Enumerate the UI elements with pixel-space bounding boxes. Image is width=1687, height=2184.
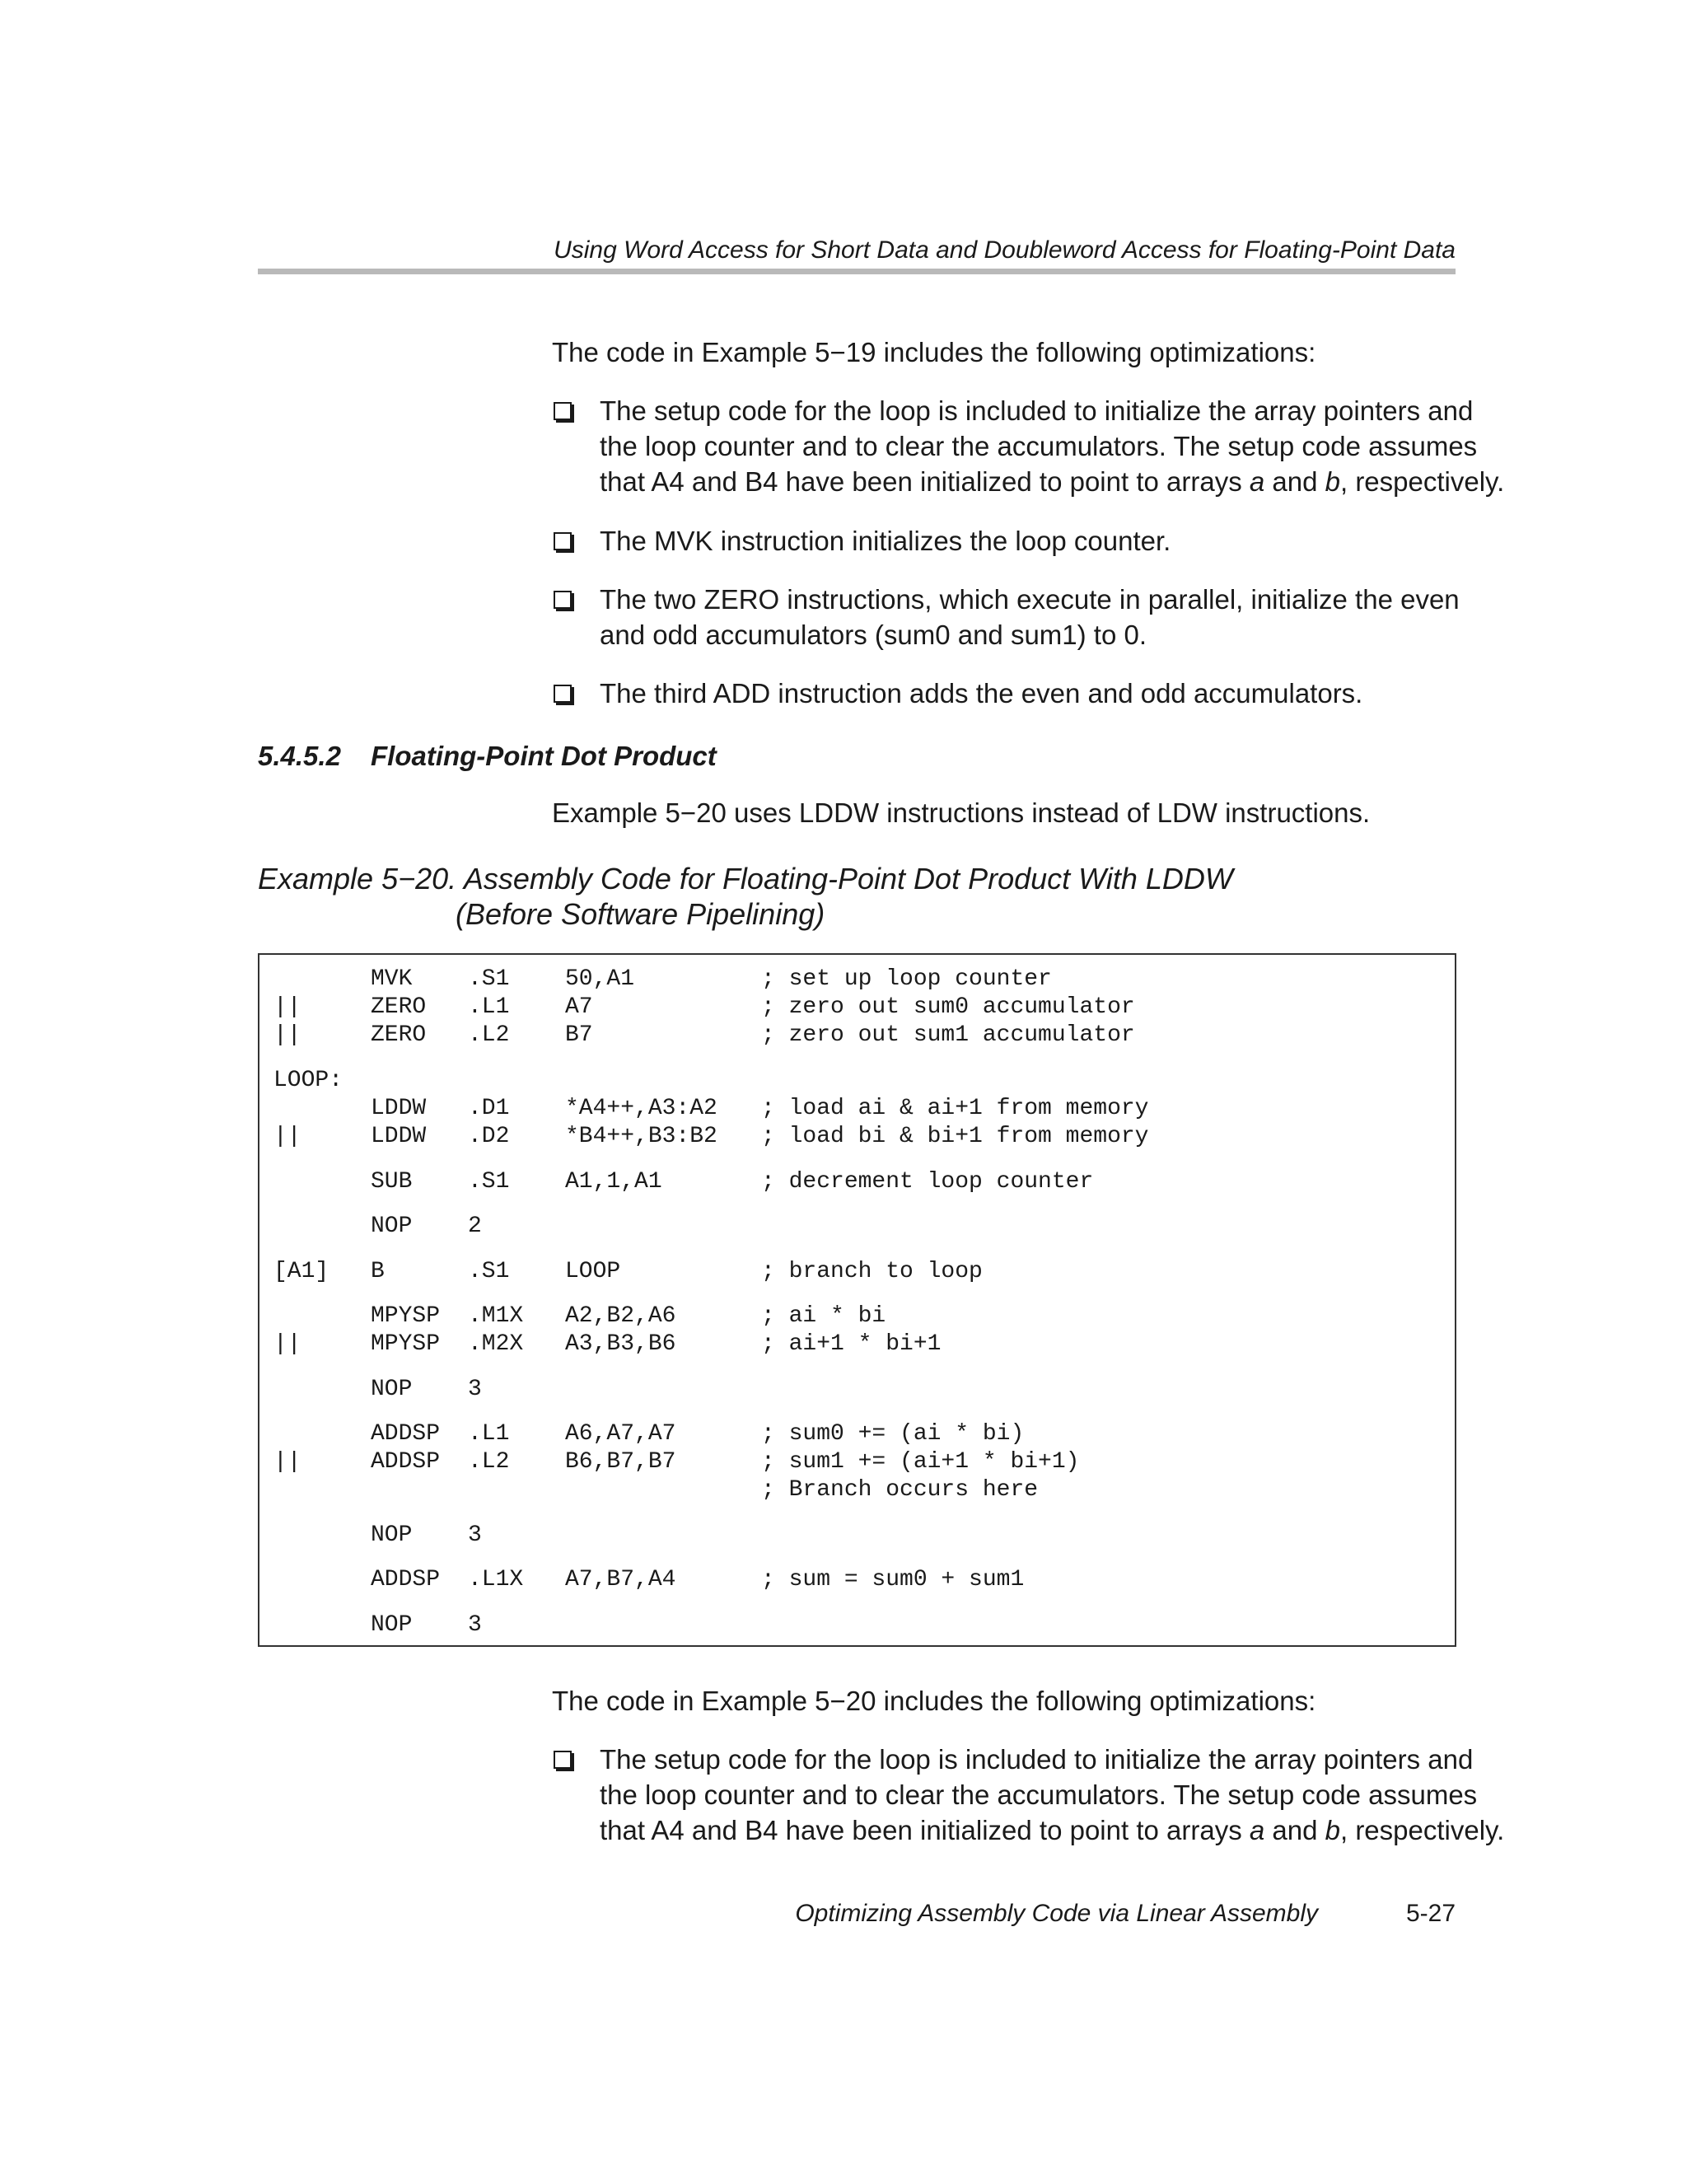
code-op: LDDW <box>371 1096 427 1121</box>
code-comment: ; zero out sum1 accumulator <box>761 1022 1135 1048</box>
header-rule <box>258 269 1456 274</box>
code-listing-box <box>258 953 1456 1647</box>
bullet-checkbox-icon <box>554 1751 572 1769</box>
bullet-checkbox-icon <box>554 591 572 609</box>
footer-title: Optimizing Assembly Code via Linear Assembly <box>795 1900 1318 1927</box>
code-label: LOOP: <box>273 1068 343 1093</box>
code-label: || <box>273 994 301 1020</box>
example-title-line-1: Example 5−20. Assembly Code for Floating-Point Dot Product With LDDW <box>258 862 1233 896</box>
italic-var-b: b <box>1325 466 1340 497</box>
code-unit: .L1X <box>468 1567 524 1592</box>
code-comment: ; sum = sum0 + sum1 <box>761 1567 1025 1592</box>
bullet-line: the loop counter and to clear the accumulators. The setup code assumes <box>600 431 1478 461</box>
code-op: ADDSP <box>371 1421 441 1447</box>
code-unit: .S1 <box>468 1169 510 1195</box>
code-unit: .M1X <box>468 1303 524 1329</box>
code-unit: .S1 <box>468 1259 510 1284</box>
code-unit: .L2 <box>468 1449 510 1475</box>
text-run: that A4 and B4 have been initialized to point to arrays <box>600 466 1250 497</box>
code-op: ADDSP <box>371 1449 441 1475</box>
section-heading <box>258 740 717 773</box>
code-op: SUB <box>371 1169 413 1195</box>
code-args: A7 <box>565 994 593 1020</box>
code-unit: .L1 <box>468 994 510 1020</box>
italic-var-a: a <box>1249 466 1265 497</box>
code-args: A7,B7,A4 <box>565 1567 676 1592</box>
code-op: MVK <box>371 966 413 992</box>
running-header: Using Word Access for Short Data and Doubleword Access for Floating-Point Data <box>554 236 1456 264</box>
code-comment: ; branch to loop <box>761 1259 983 1284</box>
bullet-line: The setup code for the loop is included to initialize the array pointers and <box>600 395 1474 426</box>
code-unit: .D1 <box>468 1096 510 1121</box>
bullet-line: The MVK instruction initializes the loop counter. <box>600 526 1171 556</box>
code-op: NOP <box>371 1612 413 1638</box>
bullet-line: and odd accumulators (sum0 and sum1) to 0. <box>600 620 1147 650</box>
bullet-item <box>600 1742 1505 1848</box>
code-op: LDDW <box>371 1124 427 1149</box>
example-title-line-2: (Before Software Pipelining) <box>456 897 825 931</box>
code-args: B6,B7,B7 <box>565 1449 676 1475</box>
code-comment: ; set up loop counter <box>761 966 1052 992</box>
code-comment: ; load ai & ai+1 from memory <box>761 1096 1149 1121</box>
intro-paragraph-2: The code in Example 5−20 includes the following optimizations: <box>552 1686 1316 1716</box>
code-comment: ; Branch occurs here <box>761 1477 1039 1503</box>
bullet-line: the loop counter and to clear the accumulators. The setup code assumes <box>600 1779 1478 1810</box>
code-op: B <box>371 1259 385 1284</box>
code-comment: ; sum1 += (ai+1 * bi+1) <box>761 1449 1080 1475</box>
code-args: *A4++,A3:A2 <box>565 1096 717 1121</box>
text-run: and <box>1264 1815 1325 1845</box>
code-unit: .D2 <box>468 1124 510 1149</box>
code-args: 50,A1 <box>565 966 635 992</box>
code-comment: ; ai+1 * bi+1 <box>761 1331 942 1357</box>
code-comment: ; zero out sum0 accumulator <box>761 994 1135 1020</box>
text-run: , respectively. <box>1339 466 1505 497</box>
bullet-checkbox-icon <box>554 532 572 550</box>
bullet-item <box>600 523 1473 559</box>
section-paragraph: Example 5−20 uses LDDW instructions instead of LDW instructions. <box>552 797 1371 828</box>
code-unit: 3 <box>468 1522 482 1548</box>
section-number: 5.4.5.2 <box>258 741 341 771</box>
code-args: A3,B3,B6 <box>565 1331 676 1357</box>
code-label: || <box>273 1022 301 1048</box>
code-label: || <box>273 1449 301 1475</box>
code-comment: ; sum0 += (ai * bi) <box>761 1421 1025 1447</box>
code-args: LOOP <box>565 1259 621 1284</box>
bullet-line: The third ADD instruction adds the even and odd accumulators. <box>600 678 1363 709</box>
italic-var-b: b <box>1325 1815 1340 1845</box>
code-args: A6,A7,A7 <box>565 1421 676 1447</box>
code-label: || <box>273 1124 301 1149</box>
code-unit: .L1 <box>468 1421 510 1447</box>
bullet-line: The setup code for the loop is included to initialize the array pointers and <box>600 1744 1474 1775</box>
bullet-line-last <box>600 1812 1505 1848</box>
code-label: || <box>273 1331 301 1357</box>
code-op: ADDSP <box>371 1567 441 1592</box>
page-number: 5-27 <box>1405 1900 1456 1927</box>
section-title: Floating-Point Dot Product <box>371 741 717 771</box>
bullet-checkbox-icon <box>554 402 572 420</box>
bullet-line-last <box>600 464 1505 499</box>
code-label: [A1] <box>273 1259 329 1284</box>
code-comment: ; ai * bi <box>761 1303 886 1329</box>
code-unit: .L2 <box>468 1022 510 1048</box>
code-args: *B4++,B3:B2 <box>565 1124 717 1149</box>
code-args: A1,1,A1 <box>565 1169 662 1195</box>
bullet-item <box>600 393 1505 499</box>
code-op: MPYSP <box>371 1303 441 1329</box>
code-comment: ; decrement loop counter <box>761 1169 1094 1195</box>
code-op: MPYSP <box>371 1331 441 1357</box>
code-args: A2,B2,A6 <box>565 1303 676 1329</box>
code-unit: 2 <box>468 1214 482 1239</box>
code-op: ZERO <box>371 1022 427 1048</box>
code-op: NOP <box>371 1522 413 1548</box>
intro-paragraph-1: The code in Example 5−19 includes the following optimizations: <box>552 337 1316 367</box>
code-unit: .S1 <box>468 966 510 992</box>
text-run: , respectively. <box>1339 1815 1505 1845</box>
code-comment: ; load bi & bi+1 from memory <box>761 1124 1149 1149</box>
code-args: B7 <box>565 1022 593 1048</box>
bullet-line: The two ZERO instructions, which execute in parallel, initialize the even <box>600 584 1460 615</box>
bullet-item <box>600 676 1473 711</box>
code-op: ZERO <box>371 994 427 1020</box>
code-op: NOP <box>371 1214 413 1239</box>
italic-var-a: a <box>1249 1815 1265 1845</box>
code-op: NOP <box>371 1377 413 1402</box>
code-unit: 3 <box>468 1612 482 1638</box>
text-run: and <box>1264 466 1325 497</box>
code-unit: .M2X <box>468 1331 524 1357</box>
code-unit: 3 <box>468 1377 482 1402</box>
bullet-item <box>600 582 1473 652</box>
text-run: that A4 and B4 have been initialized to point to arrays <box>600 1815 1250 1845</box>
bullet-checkbox-icon <box>554 685 572 703</box>
